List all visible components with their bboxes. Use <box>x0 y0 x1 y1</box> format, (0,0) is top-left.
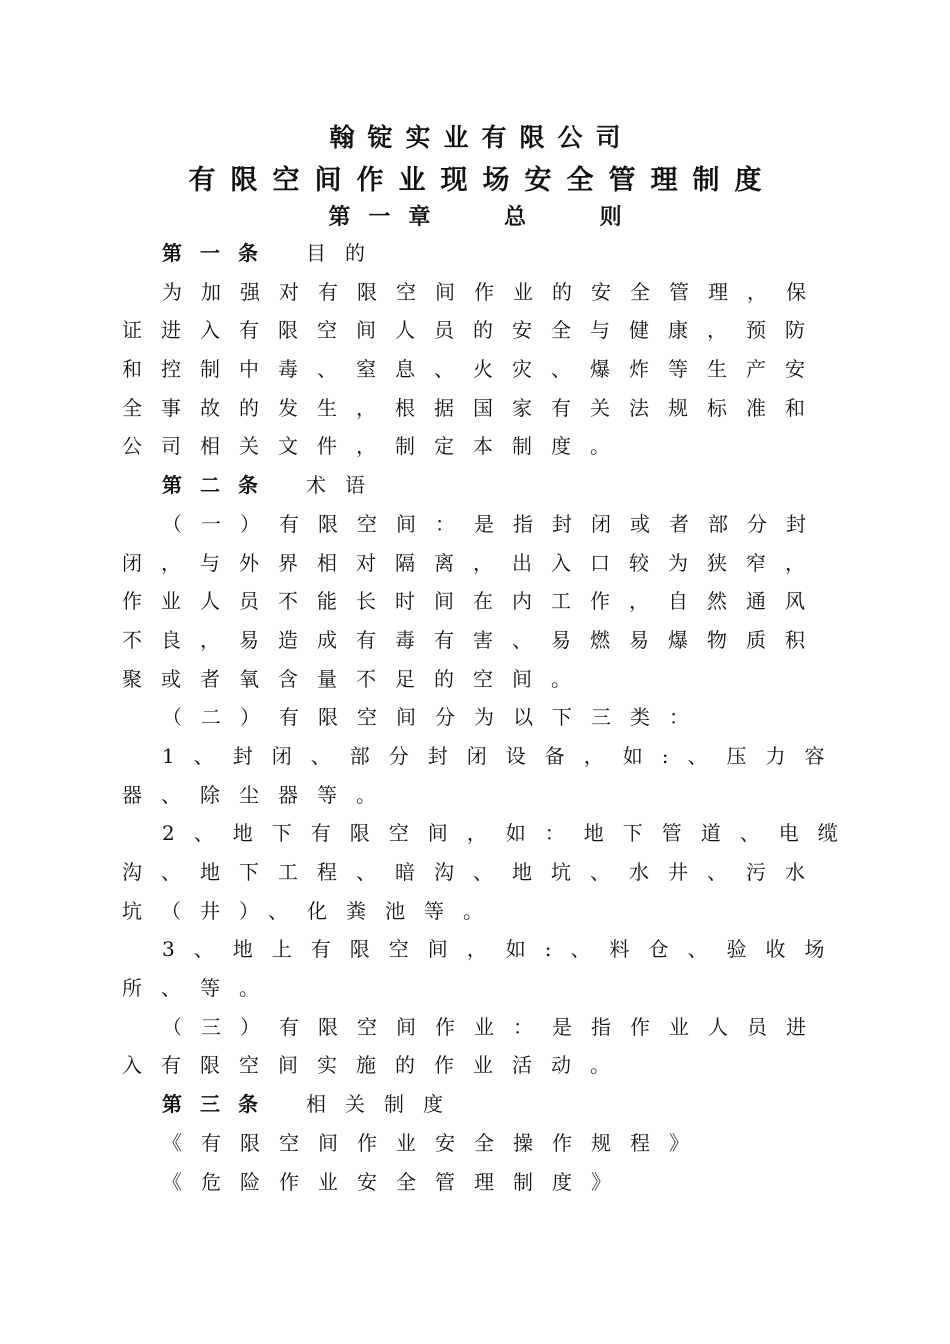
referenced-regulation: 《有限空间作业安全操作规程》 <box>162 1130 708 1155</box>
paragraph-line: 坑（井）、化粪池等。 <box>122 898 502 923</box>
article-number: 第一条 <box>162 241 276 265</box>
paragraph-line: 入有限空间实施的作业活动。 <box>122 1053 629 1078</box>
article-title: 术语 <box>306 473 384 498</box>
referenced-regulation: 《危险作业安全管理制度》 <box>162 1169 630 1194</box>
paragraph-line: 公司相关文件，制定本制度。 <box>122 434 629 459</box>
paragraph-line: （三）有限空间作业：是指作业人员进 <box>162 1014 825 1039</box>
paragraph-line: 聚或者氧含量不足的空间。 <box>122 666 590 691</box>
paragraph-line: 全事故的发生，根据国家有关法规标准和 <box>122 395 824 420</box>
paragraph-line: 器、除尘器等。 <box>122 782 395 807</box>
chapter-heading: 第一章 总 则 <box>328 204 640 230</box>
company-name: 翰锭实业有限公司 <box>329 123 634 152</box>
paragraph-line: （二）有限空间分为以下三类： <box>162 705 708 730</box>
paragraph-line: （一）有限空间：是指封闭或者部分封 <box>162 511 825 536</box>
article-3-heading <box>122 1085 822 1124</box>
paragraph-line: 所、等。 <box>122 976 278 1001</box>
paragraph-line: 为加强对有限空间作业的安全管理，保 <box>162 279 825 304</box>
paragraph-line: 2、地下有限空间，如：地下管道、电缆 <box>162 821 857 846</box>
paragraph-line: 3、地上有限空间，如:、料仓、验收场 <box>162 937 844 962</box>
paragraph-line: 不良，易造成有毒有害、易燃易爆物质积 <box>122 627 824 652</box>
paragraph-line: 作业人员不能长时间在内工作，自然通风 <box>122 589 824 614</box>
article-2-heading <box>122 466 822 505</box>
article-number: 第三条 <box>162 1092 276 1117</box>
paragraph-line: 1、封闭、部分封闭设备，如:、压力容 <box>162 743 844 768</box>
article-title: 相关制度 <box>306 1092 462 1117</box>
article-title: 目的 <box>306 241 384 265</box>
paragraph-line: 和控制中毒、窒息、火灾、爆炸等生产安 <box>122 357 824 382</box>
paragraph-line: 沟、地下工程、暗沟、地坑、水井、污水 <box>122 860 824 884</box>
document-title: 有限空间作业现场安全管理制度 <box>188 165 777 196</box>
article-number: 第二条 <box>162 473 276 498</box>
paragraph-line: 证进入有限空间人员的安全与健康，预防 <box>122 318 824 343</box>
paragraph-line: 闭，与外界相对隔离，出入口较为狭窄， <box>122 550 824 575</box>
article-1-heading <box>122 234 822 273</box>
document-body <box>122 234 857 1201</box>
